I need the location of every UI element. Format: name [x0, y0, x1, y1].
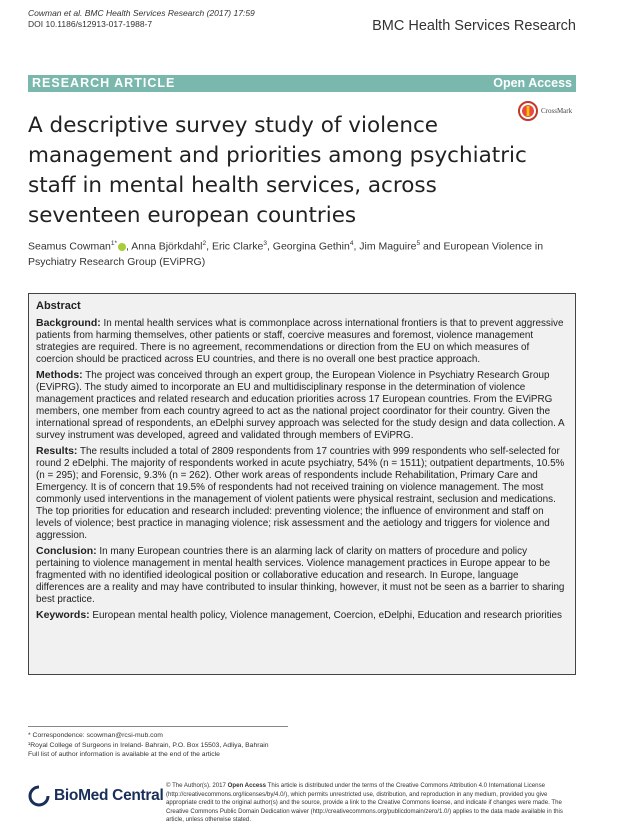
conclusion-text: In many European countries there is an alarming lack of clarity on matters of procedure and policy pertaining to violence management in mental health services. Violence management practices in Europe appear to be fragmented with no identified ideological position or collaborative education and research. In Europe, language differences are a reality and may have contributed to insular thinking, however, it must not be seen as a barrier to sharing best practice.: [36, 546, 565, 605]
abstract-box: [28, 293, 576, 675]
methods-heading: Methods:: [36, 369, 83, 381]
author-sup: 3: [263, 240, 267, 247]
author-name[interactable]: , Eric Clarke: [206, 240, 264, 253]
author-sup: 4: [349, 240, 354, 247]
license-oa: Open Access: [227, 782, 267, 789]
author-name[interactable]: , Georgina Gethin: [266, 240, 350, 253]
keywords-heading: Keywords:: [36, 609, 90, 621]
running-header: [28, 8, 255, 30]
license-statement: [166, 782, 576, 825]
doi-line[interactable]: DOI 10.1186/s12913-017-1988-7: [28, 19, 153, 29]
license-text: This article is distributed under the terms of the Creative Commons Attribution 4.0 International License (http://creativecommons.org/licenses/by/4.0/), which permits unrestricted use, distribution, and reproduction in any medium, provided you give appropriate credit to the original author(s) and the source, provide a link to the Creative Commons license, and indicate if changes were made. The Creative Commons Public Domain Dedication waiver (http://creativecommons.org/publicdomain/zero/1.0/) applies to the data made available in this article, unless otherwise stated.: [166, 782, 563, 824]
journal-name: BMC Health Services Research: [372, 18, 576, 34]
article-type-band: [28, 75, 576, 92]
footnotes: [28, 726, 288, 760]
background-text: In mental health services what is commonplace across international frontiers is that to prevent aggressive patients from harming themselves, other patients or staff, coercive measures and foremost, violence management strategies are required. There is no agreement, recommendations or direction from the EU on which measures of coercion should be practiced across EU countries, and there is no overall one best practice approach.: [36, 318, 564, 365]
article-type-label: RESEARCH ARTICLE: [32, 76, 176, 90]
abstract-background: [36, 317, 568, 366]
conclusion-heading: Conclusion:: [36, 545, 97, 557]
background-heading: Background:: [36, 317, 101, 329]
author-group[interactable]: and European Violence in Psychiatry Research Group (EViPRG): [28, 240, 544, 268]
biomed-central-logo-icon: [28, 785, 50, 807]
author-sup: 1*: [110, 240, 118, 247]
correspondence-note[interactable]: * Correspondence: scowman@rcsi-mub.com: [28, 732, 163, 739]
author-sup: 5: [416, 240, 421, 247]
keywords-text: European mental health policy, Violence management, Coercion, eDelphi, Education and research priorities: [89, 610, 562, 621]
abstract-keywords: [36, 609, 568, 622]
methods-text: The project was conceived through an expert group, the European Violence in Psychiatry Research Group (EViPRG). The study aimed to incorporate an EU and multidisciplinary response in the determination of violence management practices and related research and education priorities across 17 European countries. From the EViPRG members, one member from each country agreed to act as the national project coordinator for their country. Given the international spread of respondents, an eDelphi survey approach was selected for the study design and data collection. A survey instrument was developed, agreed and validated through members of EViPRG.: [36, 370, 565, 441]
crossmark-label: CrossMark: [541, 107, 573, 115]
open-access-label: Open Access: [493, 76, 572, 90]
abstract-heading: Abstract: [36, 300, 81, 312]
author-sup: 2: [202, 240, 207, 247]
citation-line: Cowman et al. BMC Health Services Research (2017) 17:59: [28, 8, 255, 18]
author-list: [28, 236, 588, 270]
author-name[interactable]: Seamus Cowman: [28, 240, 111, 253]
publisher-name: BioMed Central: [54, 787, 164, 804]
results-text: The results included a total of 2809 respondents from 17 countries with 999 respondents who self-selected for round 2 eDelphi. The majority of respondents worked in acute psychiatry, 54% (n = 1511); outpatient departments, 10.5% (n = 295); and Forensic, 9.3% (n = 262). Other work areas of respondents include Rehabilitation, Primary Care and Emergency. It is of concern that 19.5% of respondents had not received training on violence management. The most commonly used interventions in the management of violent patients were physical restraint, seclusion and medications. The top priorities for education and research included: preventing violence; the influence of environment and staff on levels of violence; best practice in managing violence; risk assessment and the aetiology and triggers for violence and aggression.: [36, 446, 565, 541]
abstract-conclusion: [36, 545, 568, 606]
orcid-icon[interactable]: [118, 243, 126, 251]
abstract-methods: [36, 369, 568, 442]
article-title: A descriptive survey study of violence management and priorities among psychiatric staff in mental health services, across seventeen european countries: [28, 113, 527, 228]
author-name[interactable]: , Jim Maguire: [353, 240, 417, 253]
publisher-logo[interactable]: [28, 785, 163, 807]
copyright-text: © The Author(s). 2017: [166, 782, 228, 789]
affiliation-note: ¹Royal College of Surgeons in Ireland- Bahrain, P.O. Box 15503, Adliya, Bahrain: [28, 741, 269, 749]
author-name[interactable]: , Anna Björkdahl: [126, 240, 203, 253]
abstract-results: [36, 445, 568, 542]
results-heading: Results:: [36, 445, 78, 457]
author-info-note: Full list of author information is available at the end of the article: [28, 751, 220, 758]
